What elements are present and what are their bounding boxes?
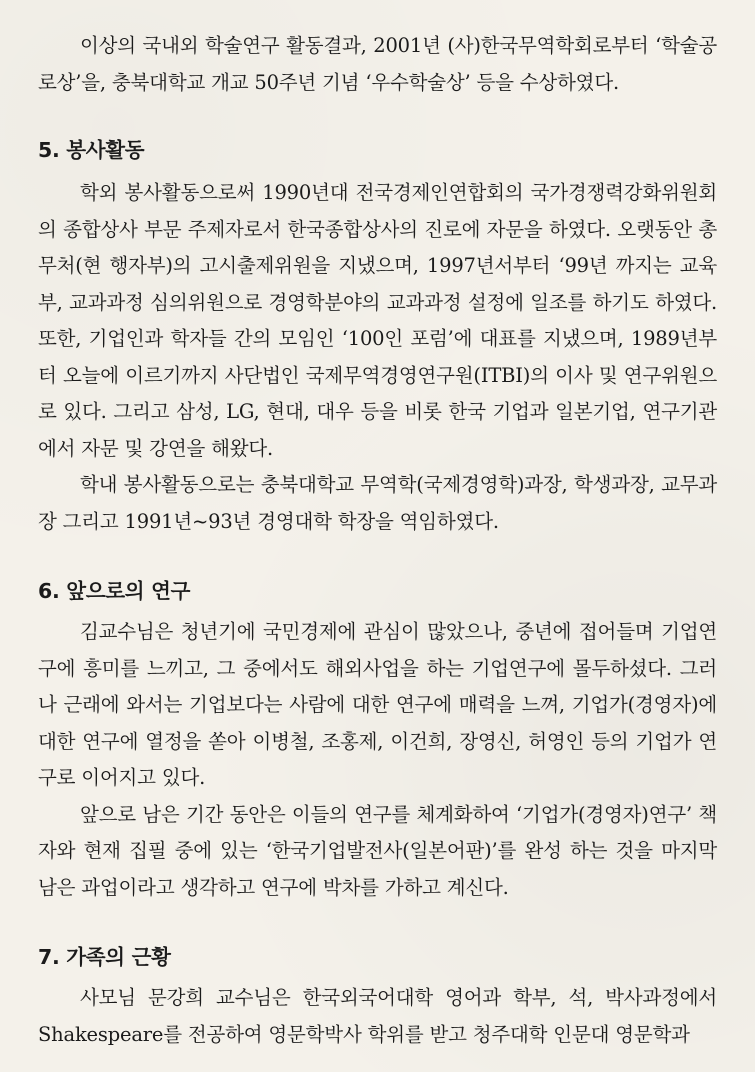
section-heading-volunteer: 5. 봉사활동 — [38, 138, 145, 162]
section-heading-future-research: 6. 앞으로의 연구 — [38, 579, 191, 603]
intro-paragraph: 이상의 국내외 학술연구 활동결과, 2001년 (사)한국무역학회로부터 ‘학술공로상’을, 충북대학교 개교 50주년 기념 ‘우수학술상’ 등을 수상하였다. — [38, 34, 717, 94]
future-research-paragraph-1: 김교수님은 청년기에 국민경제에 관심이 많았으나, 중년에 접어들며 기업연구에 흥미를 느끼고, 그 중에서도 해외사업을 하는 기업연구에 몰두하셨다. 그러나 근래에 와서는 기업보다는 사람에 대한 연구에 매력을 느껴, 기업가(경영자)에 대한 연구에 열정을 쏟아 이병철, 조홍제, 이건희, 장영신, 허영인 등의 기업가 연구로 이어지고 있다. — [38, 620, 717, 789]
volunteer-paragraph-internal: 학내 봉사활동으로는 충북대학교 무역학(국제경영학)과장, 학생과장, 교무과장 그리고 1991년~93년 경영대학 학장을 역임하였다. — [38, 473, 717, 533]
section-heading-family: 7. 가족의 근황 — [38, 945, 171, 969]
family-paragraph: 사모님 문강희 교수님은 한국외국어대학 영어과 학부, 석, 박사과정에서 Shakespeare를 전공하여 영문학박사 학위를 받고 청주대학 인문대 영문학과 — [38, 986, 717, 1046]
future-research-paragraph-2: 앞으로 남은 기간 동안은 이들의 연구를 체계화하여 ‘기업가(경영자)연구’ 책자와 현재 집필 중에 있는 ‘한국기업발전사(일본어판)’를 완성 하는 것을 마지막 남은 과업이라고 생각하고 연구에 박차를 가하고 계신다. — [38, 802, 717, 899]
volunteer-paragraph-external: 학외 봉사활동으로써 1990년대 전국경제인연합회의 국가경쟁력강화위원회의 종합상사 부문 주제자로서 한국종합상사의 진로에 자문을 하였다. 오랫동안 총무처(현 행자부)의 고시출제위원을 지냈으며, 1997년서부터 ‘99년 까지는 교육부, 교과과정 심의위원으로 경영학분야의 교과과정 설정에 일조를 하기도 하였다. 또한, 기업인과 학자들 간의 모임인 ‘100인 포럼’에 대표를 지냈으며, 1989년부터 오늘에 이르기까지 사단법인 국제무역경영연구원(ITBI)의 이사 및 연구위원으로 있다. 그리고 삼성, LG, 현대, 대우 등을 비롯 한국 기업과 일본기업, 연구기관에서 자문 및 강연을 해왔다. — [38, 181, 717, 460]
